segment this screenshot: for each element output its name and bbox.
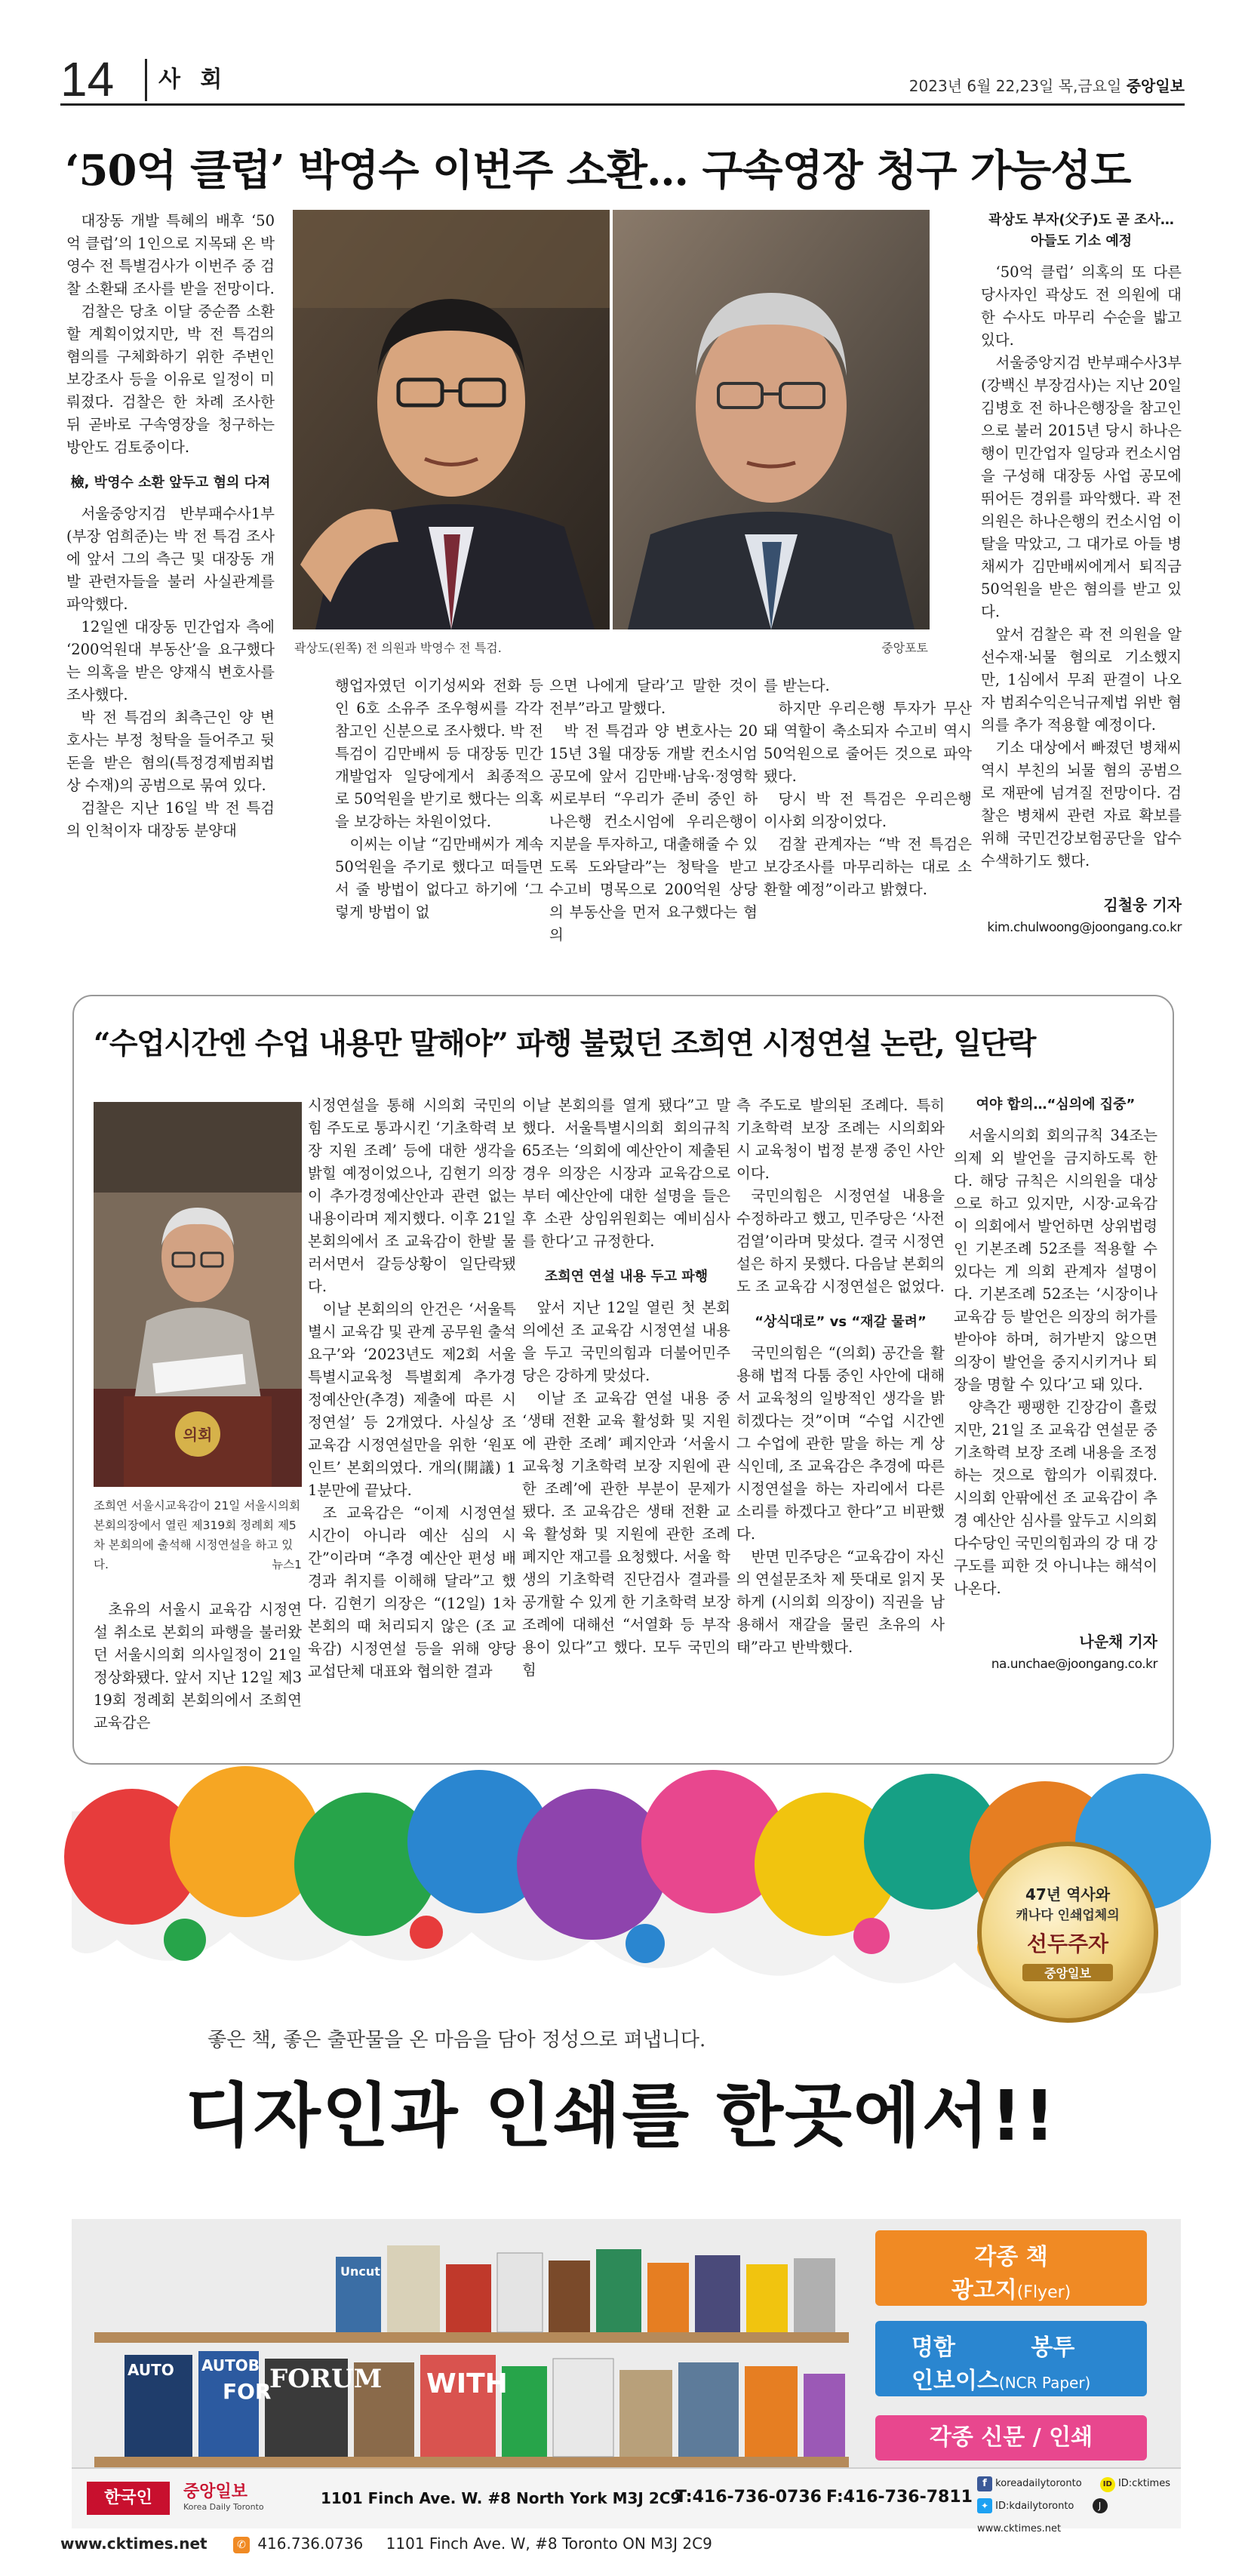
ad-tel: T:416-736-0736 [675,2488,822,2507]
article1-headline: ‘50억 클럽’ 박영수 이번주 소환… 구속영장 청구 가능성도 [65,146,1131,195]
paragraph: 박 전 특검과 양 변호사는 2015년 3월 대장동 개발 컨소시엄 공모에 앞서 김만배·남욱·정영학씨로부터 “우리가 준비 중인 하나은행 컨소시엄에 우리은행이 지분을 투자하고, 대출해줄 수 있도록 도와달라”는 청탁을 받고 수고비 명목으로 200억원 상당의 부동산을 먼저 요구했다는 혐의 [549,722,758,943]
paragraph: 초유의 서울시 교육감 시정연설 취소로 본회의 파행을 불러왔던 서울시의회 의사일정이 21일 정상화됐다. 앞서 지난 12일 제319회 정례회 본회의에서 조희연 교육감은 [94,1601,302,1731]
paragraph: 이날 조 교육감 연설 내용 중 ‘생태 전환 교육 활성화 및 지원에 관한 조례’ 폐지안과 ‘서울시교육청 기초학력 보장 지원에 관한 조례’에 관한 부분이 문제가 됐다. 조 교육감은 생태 전환 교육 활성화 및 지원에 관한 조례 폐지안 재고를 요청했다. 서울 학생의 기초학력 진단검사 결과를 공개할 수 있게 한 기초학력 보장 조례에 대해선 “서열화 등 부작용이 있다”고 했다. 모두 국민의힘 [522,1390,730,1679]
article1-col1-subhead: 檢, 박영수 소환 앞두고 혐의 다져 [70,475,271,491]
paragraph: 하지만 우리은행 투자가 무산돼 역할이 축소되자 수고비 역시 50억원으로 줄어든 것으로 파악됐다. [764,700,972,785]
magazine-auto: AUTO [128,2361,174,2379]
article2-col3 [522,1094,730,1682]
facebook-icon: f [977,2476,992,2491]
web-icon: J [1093,2498,1108,2513]
service-invoice-line [911,2362,1147,2395]
service-newspaper: 각종 신문 / 인쇄 [929,2424,1093,2451]
paragraph: ‘50억 클럽’ 의혹의 또 다른 당사자인 곽상도 전 의원에 대한 수사도 마무리 수순을 밟고 있다. [981,263,1182,349]
article1-photo-credit: 중앙포토 [881,641,928,655]
header-divider [145,59,147,101]
ad-tagline: 좋은 책, 좋은 출판물을 온 마음을 담아 정성으로 펴냅니다. [208,2029,706,2051]
paragraph: 를 받는다. [764,677,830,694]
magazine-autob: AUTOB [201,2356,260,2374]
article1-col5 [981,210,1182,939]
social-row2 [977,2495,1181,2534]
logo-joongang [183,2479,312,2518]
service-flyer-label [875,2230,1147,2306]
paragraph: 측 주도로 발의된 조례다. 특히 기초학력 보장 조례는 시의회와 시 교육청이 법정 분쟁 중인 사안이다. [736,1097,945,1182]
logo-joongang-sub: Korea Daily Toronto [183,2502,264,2512]
service-books: 각종 책 [974,2244,1048,2270]
history-badge [977,1842,1158,2023]
footer-address: 1101 Finch Ave. W, #8 Toronto ON M3J 2C9 [386,2534,712,2553]
article2-col5 [954,1094,1157,1676]
ad-address: 1101 Finch Ave. W. #8 North York M3J 2C9 [321,2489,681,2507]
article1-col3 [549,675,758,946]
page-number: 14 [60,52,115,106]
article1-photo-right [613,210,930,629]
social-row1 [977,2473,1181,2495]
service-newspaper-label [875,2415,1147,2461]
article1-col4 [764,675,972,901]
article2-col4 [736,1094,945,1659]
paragraph: 행업자였던 이기성씨와 전화 등인 6호 소유주 조우형씨를 각각 참고인 신분으로 조사했다. 박 전 특검이 김만배씨 등 대장동 민간개발업자 일당에게서 최종적으로 50억원을 받기로 했다는 의혹을 보강하는 차원이었다. [335,677,543,830]
article1-col1 [66,210,275,842]
paragraph: 조 교육감은 “이제 시정연설 시간이 아니라 예산 심의 시간”이라며 “추경 예산안 편성 배경과 취지를 이해해 달라”고 했다. 김현기 의장은 “(12일) 1차 본회의 때 처리되지 않은 (조 교육감) 시정연설 등을 위해 양당 교섭단체 대표와 협의한 결과 [308,1504,516,1680]
podium-label: 의회 [183,1426,213,1444]
paper-name: 중앙일보 [1126,77,1185,95]
logo-hankook [87,2482,170,2515]
logo-hankook-text: 한국인 [104,2488,152,2507]
paragraph: 국민의힘은 시정연설 내용을 수정하라고 했고, 민주당은 ‘사전 검열’이라며 맞섰다. 결국 시정연설은 하지 못했다. 다음날 본회의도 조 교육감 시정연설은 없었다. [736,1187,945,1295]
logo-joongang-text: 중앙일보 [183,2482,248,2501]
paragraph: 12일엔 대장동 민간업자 측에 ‘200억원대 부동산’을 요구했다는 의혹을 받은 양재식 변호사를 조사했다. [66,618,275,703]
portrait-park-image [613,210,930,629]
paragraph: 대장동 개발 특혜의 배후 ‘50억 클럽’의 1인으로 지목돼 온 박영수 전 특별검사가 이번주 중 검찰 소환돼 조사를 받을 전망이다. [66,212,275,297]
page-header [60,53,1185,106]
phone-icon: ✆ [233,2537,250,2553]
paragraph: 당시 박 전 특검은 우리은행 이사회 의장이었다. [764,790,972,830]
caption-text: 조희연 서울시교육감이 21일 서울시의회 본회의장에서 열린 제319회 정례회 제5차 본회의에 출석해 시정연설을 하고 있다. [94,1499,301,1571]
magazine-forum: FORUM [269,2364,383,2394]
article1-email[interactable]: kim.chulwoong@joongang.co.kr [987,920,1182,935]
caption-credit: 뉴스1 [272,1558,302,1571]
kakao-icon: ID [1100,2477,1115,2492]
print-service-ad [72,1811,1181,2534]
portrait-kwak-image [293,210,610,629]
service-invoice: 인보이스 [911,2368,999,2394]
service-ncr: (NCR Paper) [998,2374,1091,2392]
article2-col4-subhead: “상식대로” vs “재갈 물려” [755,1314,927,1330]
speaker-at-podium-image [94,1102,302,1487]
paragraph: 시정연설을 통해 시의회 국민의힘 주도로 통과시킨 ‘기초학력 보장 지원 조례’ 등에 대한 생각을 밝힐 예정이었으나, 김현기 의장이 추가경정예산안과 관련 없는 내용이라며 제지했다. 이후 21일 본회의에서 조 교육감이 한발 물러서면서 갈등상황이 일단락됐다. [308,1097,516,1295]
article2-photo-caption [94,1496,302,1574]
footer-phone: 416.736.0736 [257,2534,364,2553]
service-flyer: 광고지 [951,2277,1017,2304]
section-name: 사 회 [158,66,229,93]
date-line [909,74,1185,96]
service-business-card: 명함 [911,2334,955,2361]
paragraph: 기소 대상에서 빠졌던 병채씨 역시 부친의 뇌물 혐의 공범으로 재판에 넘겨질 전망이다. 검찰은 병채씨 관련 자료 확보를 위해 국민건강보험공단을 압수수색하기도 했다. [981,739,1182,869]
social-twitter[interactable]: ID:kdailytoronto [995,2501,1074,2512]
article2-email[interactable]: na.unchae@joongang.co.kr [991,1657,1157,1672]
badge-brand: 중앙일보 [1022,1964,1113,1981]
ad-big-title: 디자인과 인쇄를 한곳에서!! [185,2076,1057,2156]
paragraph: 이씨는 이날 “김만배씨가 계속 50억원을 주기로 했다고 떠들면서 줄 방법이 없다고 하기에 ‘그렇게 방법이 없 [335,836,543,921]
ad-fax: F:416-736-7811 [826,2488,973,2507]
magazine-for: FOR [223,2379,272,2404]
paragraph: 검찰은 지난 16일 박 전 특검의 인척이자 대장동 분양대 [66,799,275,839]
badge-line1: 47년 역사와 [1025,1885,1111,1904]
paragraph: 서울중앙지검 반부패수사1부(부장 엄희준)는 박 전 특검 조사에 앞서 그의 측근 및 대장동 개발 관련자들을 불러 사실관계를 파악했다. [66,505,275,613]
article2-col1 [94,1599,302,1734]
service-card-line [911,2328,1147,2362]
paragraph: 검찰 관계자는 “박 전 특검은 보강조사를 마무리하는 대로 소환할 예정”이라고 밝혔다. [764,836,972,898]
paragraph: 반면 민주당은 “교육감이 자신의 연설문조차 제 뜻대로 읽지 못하게 (시의회 의장이) 직권을 남용해서 재갈을 물린 초유의 사태”라고 반박했다. [736,1548,945,1656]
paragraph: 이날 본회의의 안건은 ‘서울특별시 교육감 및 관계 공무원 출석 요구’와 ‘2023년도 제2회 서울특별시교육청 특별회계 추가경정예산안(추경) 제출에 따른 시정연설’ 등 2개였다. 사실상 조 교육감 시정연설만을 위한 ‘원포인트’ 본회의였다. 개의(開議) 11분만에 끝났다. [308,1300,516,1499]
paragraph: 양측간 팽팽한 긴장감이 흘렀지만, 21일 조 교육감 연설문 중 기초학력 보장 조례 내용을 조정하는 것으로 합의가 이뤄졌다. 시의회 안팎에선 조 교육감이 추경 예산안 심사를 앞두고 시의회 다수당인 국민의힘과의 강 대 강 구도를 피한 것 아니냐는 해석이 나온다. [954,1399,1157,1597]
social-links [977,2473,1181,2534]
paragraph: 앞서 지난 12일 열린 첫 본회의에선 조 교육감 시정연설 내용을 두고 국민의힘과 더불어민주당은 강하게 맞섰다. [522,1299,730,1384]
paragraph: 으면 나에게 달라’고 말한 것이 전부”라고 말했다. [549,677,758,717]
article2-col2 [308,1094,516,1683]
service-flyer-line [875,2271,1147,2304]
page-footer [60,2534,1185,2565]
paragraph: 이날 본회의를 열게 됐다”고 말했다. 서울특별시의회 회의규칙 65조는 ‘의회에 예산안이 제출된 경우 의장은 시장과 교육감으로부터 예산안에 대한 설명을 들은 후 소관 상임위원회는 예비심사를 한다’고 규정한다. [522,1097,730,1250]
service-envelope: 봉투 [1031,2334,1075,2361]
paragraph: 서울중앙지검 반부패수사3부(강백신 부장검사)는 지난 20일 김병호 전 하나은행장을 참고인으로 불러 2015년 당시 하나은행이 민간업자 일당과 컨소시엄을 구성해 대장동 사업 공모에 뛰어든 경위를 파악했다. 곽 전 의원은 하나은행의 컨소시엄 이탈을 막았고, 그 대가로 아들 병채씨가 김만배씨에게서 퇴직금 50억원을 받은 혐의를 받고 있다. [981,354,1182,620]
paragraph: 서울시의회 회의규칙 34조는 의제 외 발언을 금지하도록 한다. 해당 규칙은 시의원을 대상으로 하고 있지만, 시장·교육감이 의회에서 발언하면 상위법령인 기본조례 52조를 적용할 수 있다는 게 의회 관계자 설명이다. 기본조례 52조는 ‘시장이나 교육감 등 발언은 의장의 허가를 받아야 하며, 허가받지 않으면 의장이 발언을 중지시키거나 퇴장을 명할 수 있다’고 돼 있다. [954,1127,1157,1393]
social-web[interactable]: www.cktimes.net [977,2523,1062,2534]
service-card-label [875,2321,1147,2396]
paragraph: 국민의힘은 “(의회) 공간을 활용해 법적 다툼 중인 사안에 대해서 교육청의 일방적인 생각을 밝히겠다는 것”이며 “수업 시간엔 그 수업에 관한 말을 하는 게 상식인데, 조 교육감은 추경에 따른 시정연설을 하는 자리에서 다른 소리를 하겠다고 한다”고 비판했다. [736,1344,945,1543]
magazine-uncut: Uncut [340,2264,380,2279]
issue-date: 2023년 6월 22,23일 목,금요일 [908,77,1122,95]
footer-site[interactable]: www.cktimes.net [60,2534,208,2553]
article1-photo-caption: 곽상도(왼쪽) 전 의원과 박영수 전 특검. [294,641,502,655]
article1-photo-left [293,210,610,629]
article1-byline: 김철웅 기자 [1103,896,1182,914]
twitter-icon: ✦ [977,2498,992,2513]
social-kakao[interactable]: ID:cktimes [1117,2478,1170,2489]
paragraph: 검찰은 당초 이달 중순쯤 소환할 계획이었지만, 박 전 특검의 혐의를 구체화하기 위한 주변인 보강조사 등을 이유로 일정이 미뤄졌다. 검찰은 한 차례 조사한 뒤 곧바로 구속영장을 청구하는 방안도 검토중이다. [66,303,275,456]
paragraph: 박 전 특검의 최측근인 양 변호사는 부정 청탁을 들어주고 뒷돈을 받은 혐의(특정경제범죄법상 수재)의 공범으로 묶여 있다. [66,709,275,794]
article2-headline: “수업시간엔 수업 내용만 말해야” 파행 불렀던 조희연 시정연설 논란, 일단락 [94,1026,1035,1061]
article2-col3-subhead: 조희연 연설 내용 두고 파행 [544,1269,709,1285]
service-flyer-en: (Flyer) [1016,2283,1071,2302]
badge-line2: 캐나다 인쇄업체의 [1016,1908,1120,1923]
social-facebook[interactable]: koreadailytoronto [995,2478,1082,2489]
badge-line3: 선두주자 [1026,1931,1109,1956]
article1-side-subhead: 곽상도 부자(父子)도 곧 조사… 아들도 기소 예정 [988,212,1174,249]
article2-photo [94,1102,302,1487]
magazine-with: WITH [426,2368,508,2399]
paragraph: 앞서 검찰은 곽 전 의원을 알선수재·뇌물 혐의로 기소했지만, 1심에서 무죄 판결이 나오자 범죄수익은닉규제법 위반 혐의를 추가 적용할 예정이다. [981,626,1182,734]
article2-side-subhead: 여야 합의…“심의에 집중” [976,1097,1136,1113]
article1-col2 [335,675,543,924]
article2-byline: 나운채 기자 [1079,1633,1157,1651]
